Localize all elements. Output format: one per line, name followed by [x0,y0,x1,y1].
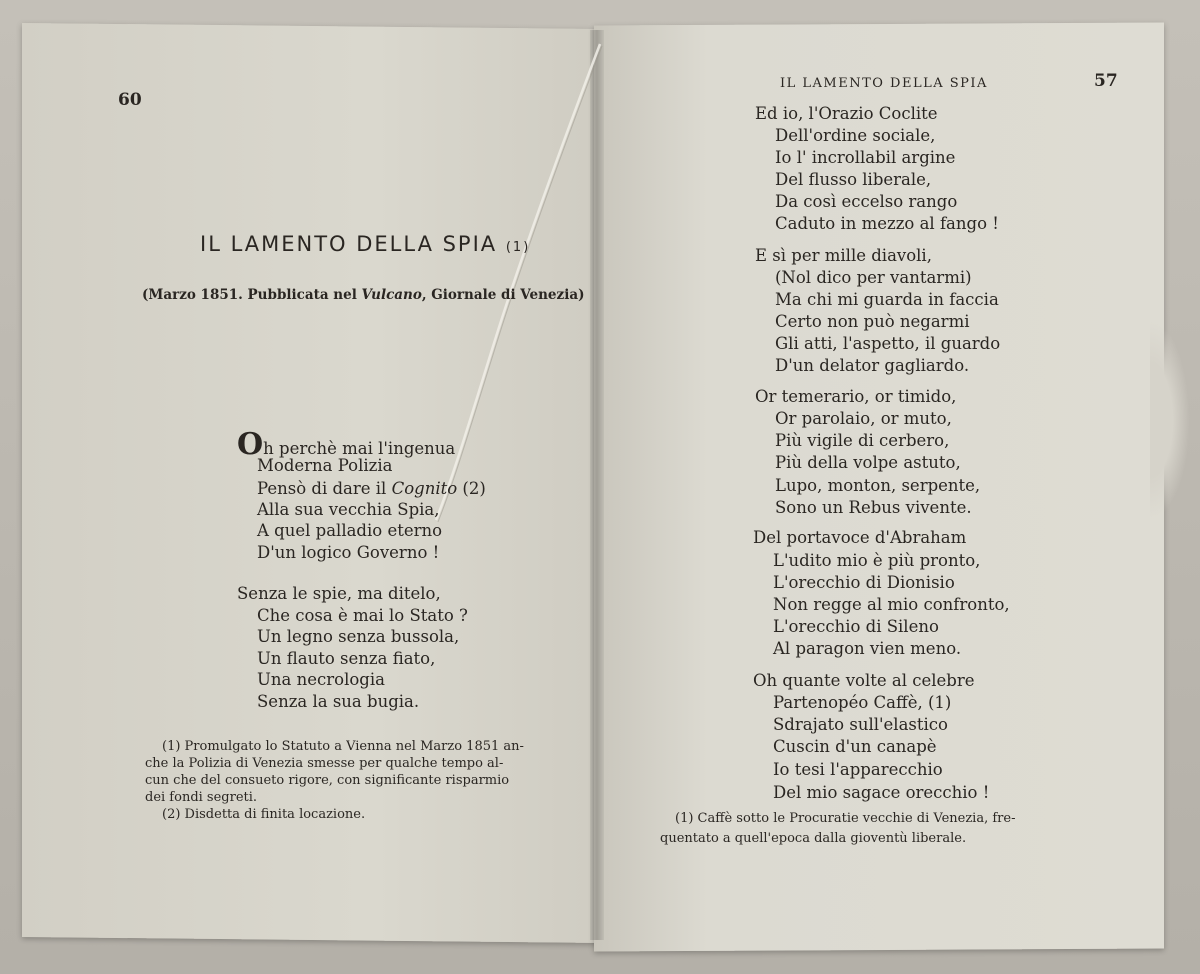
verse-line: Caduto in mezzo al fango ! [775,214,999,233]
verse-line: L'orecchio di Dionisio [773,573,955,592]
verse-line: Or temerario, or timido, [755,387,957,406]
verse-line: Io l' incrollabil argine [775,148,956,167]
verse-line: Al paragon vien meno. [773,639,962,658]
verse-line: Certo non può negarmi [775,312,970,331]
verse-line: Più della volpe astuto, [775,453,961,472]
verse-line: Da così eccelso rango [775,192,958,211]
verse-line: D'un delator gagliardo. [775,356,970,375]
verse-line: Ma chi mi guarda in faccia [775,290,999,309]
verse-line: Or parolaio, or muto, [775,409,952,428]
left-page-number: 60 [118,90,142,110]
verse-line: (Nol dico per vantarmi) [775,268,972,287]
footnote-line: cun che del consueto rigore, con significante risparmio [145,773,510,788]
verse-line: L'udito mio è più pronto, [773,551,981,570]
verse-line: Un legno senza bussola, [257,627,460,646]
verse-line: Che cosa è mai lo Stato ? [257,606,468,625]
verse-line: Ed io, l'Orazio Coclite [755,104,938,123]
right-page-number: 57 [1094,71,1118,91]
verse-line-text: Pensò di dare il [257,479,392,498]
title-footnote-ref: (1) [505,240,531,255]
subtitle-part-c: , Giornale di Venezia) [421,287,585,303]
poem-title-text: IL LAMENTO DELLA SPIA [200,232,498,256]
footnote-line: (1) Promulgato lo Statuto a Vienna nel Marzo 1851 an- [162,739,524,754]
verse-line: Non regge al mio confronto, [773,595,1010,614]
verse-line-text: h perchè mai l'ingenua [263,439,456,458]
verse-italic-word: Cognito [391,479,458,498]
verse-line: Sono un Rebus vivente. [775,498,972,517]
footnote-line: (1) Caffè sotto le Procuratie vecchie di Venezia, fre- [675,811,1016,826]
verse-line: Del mio sagace orecchio ! [773,783,990,802]
verse-line: Gli atti, l'aspetto, il guardo [775,334,1001,353]
verse-line: Senza la sua bugia. [257,692,420,711]
drop-cap: O [237,427,264,462]
subtitle-part-a: (Marzo 1851. Pubblicata nel [142,287,362,303]
verse-line: Una necrologia [257,670,385,689]
verse-line: E sì per mille diavoli, [755,246,932,265]
footnote-line: che la Polizia di Venezia smesse per qualche tempo al- [145,756,504,771]
verse-line-text: (2) [457,479,486,498]
verse-line: A quel palladio eterno [257,521,443,540]
verse-line: Io tesi l'apparecchio [773,760,943,779]
verse-line: Lupo, monton, serpente, [775,476,981,495]
verse-line: Moderna Polizia [257,456,393,475]
poem-subtitle [142,289,584,303]
verse-line: Alla sua vecchia Spia, [257,500,440,519]
verse-line: Dell'ordine sociale, [775,126,936,145]
verse-line: L'orecchio di Sileno [773,617,939,636]
running-head: IL LAMENTO DELLA SPIA [780,76,988,91]
verse-line: Oh quante volte al celebre [753,671,975,690]
verse-line: Senza le spie, ma ditelo, [237,584,441,603]
subtitle-journal-name: Vulcano [361,287,422,303]
verse-line: Partenopéo Caffè, (1) [773,693,952,712]
verse-line [257,481,486,498]
verse-line: D'un logico Governo ! [257,543,440,562]
footnote-line: dei fondi segreti. [145,790,258,805]
verse-line: Sdrajato sull'elastico [773,715,948,734]
footnote-line: (2) Disdetta di finita locazione. [162,807,366,822]
footnote-line: quentato a quell'epoca dalla gioventù liberale. [660,831,967,846]
verse-line: Più vigile di cerbero, [775,431,950,450]
poem-title [200,234,530,255]
verse-line: Un flauto senza fiato, [257,649,436,668]
verse-line: Cuscin d'un canapè [773,737,937,756]
verse-line: Del flusso liberale, [775,170,932,189]
verse-line: Del portavoce d'Abraham [753,528,967,547]
